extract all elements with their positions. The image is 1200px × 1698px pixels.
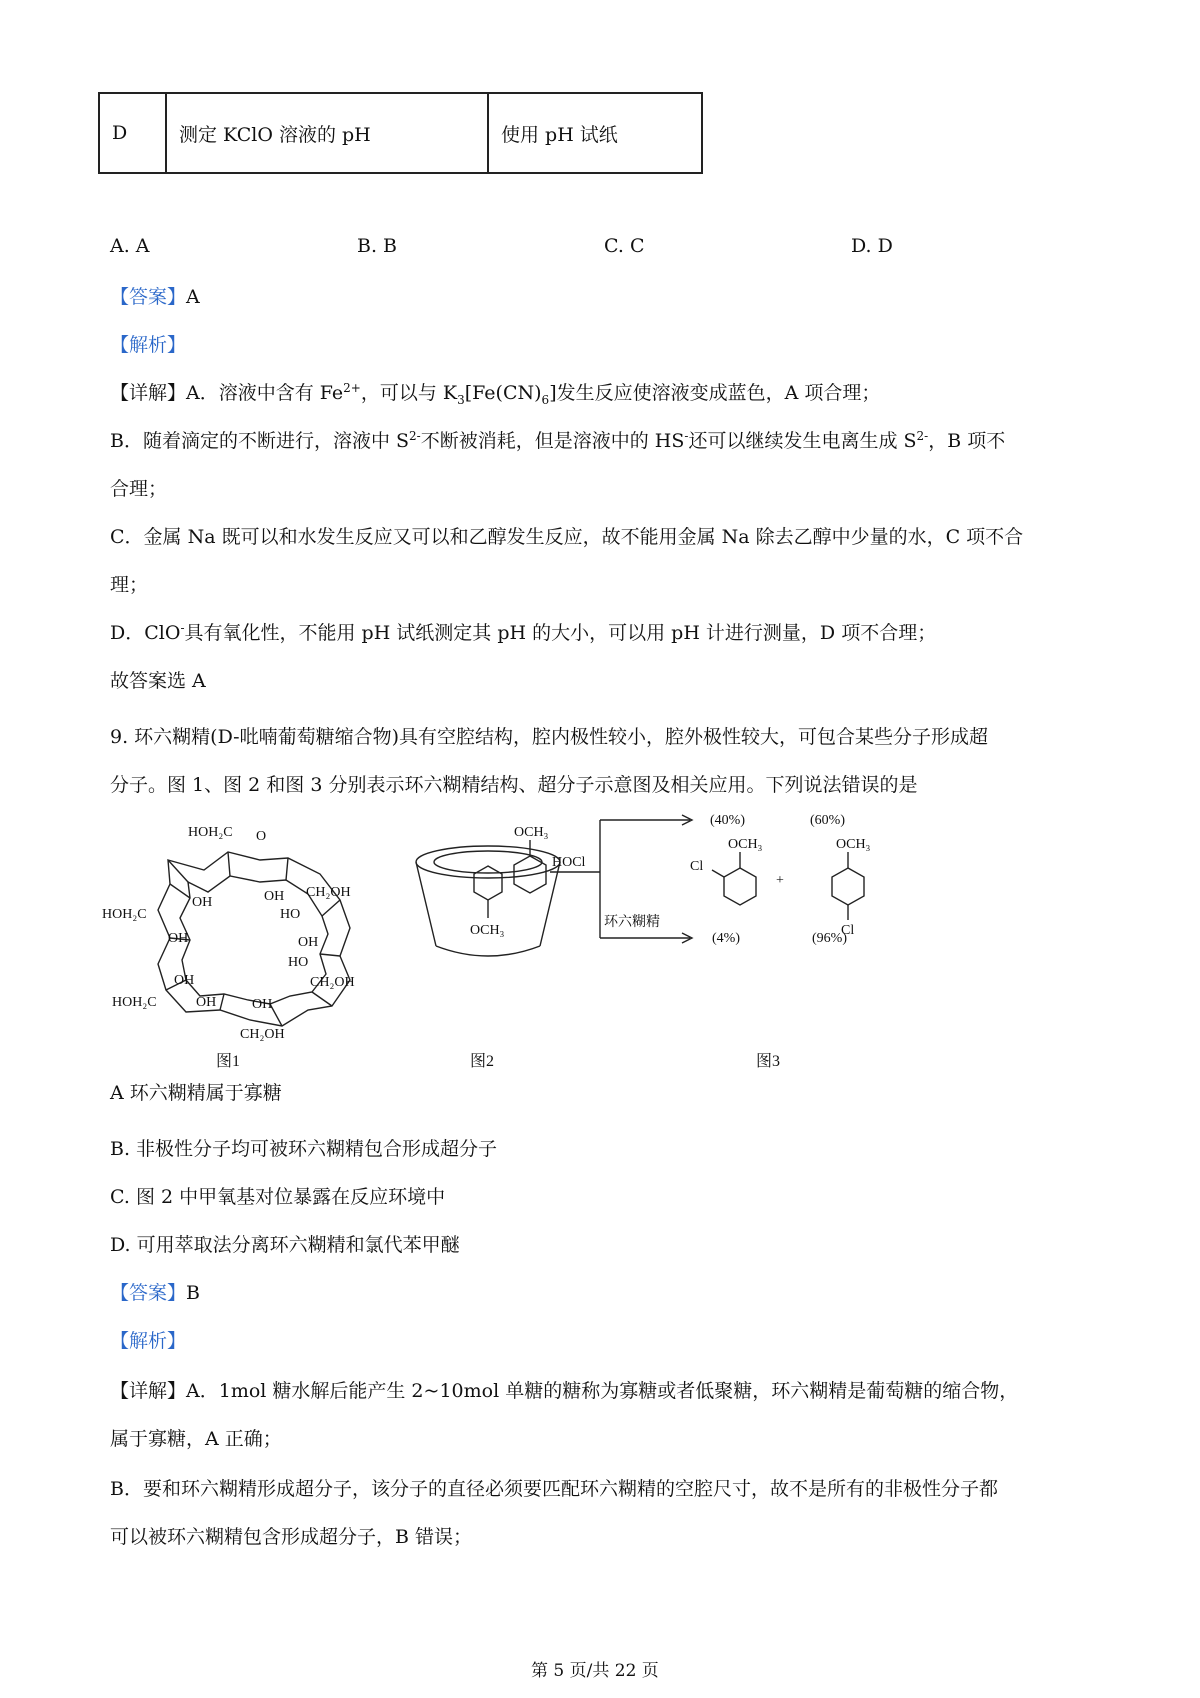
table-cell: 测定 KClO 溶液的 pH [166,93,488,173]
sup: 2- [409,429,421,443]
sup: - [180,621,185,635]
fig3-label: OCH₃ [514,825,549,840]
fig3-caption: 图3 [756,1053,781,1068]
text: 还可以继续发生电离生成 S [688,430,917,452]
table-cell: D [99,93,166,173]
fig1-caption: 图1 [216,1053,241,1068]
q9-option-d: D. 可用萃取法分离环六糊精和氯代苯甲醚 [110,1234,460,1256]
q9-analysis-tag: 【解析】 [110,1330,187,1352]
fig1-label: O [256,829,267,844]
choice-d: D. D [851,235,893,257]
table-cell: 使用 pH 试纸 [488,93,702,173]
fig1-label: OH [252,997,273,1012]
detail-tag: 【详解】 [110,1380,187,1402]
sup: 2- [916,429,929,443]
q8-detail-a [110,378,880,405]
text: ，可以与 K [360,382,458,404]
fig1-label: OH [192,895,213,910]
sup: - [684,429,689,443]
fig1-label: CH₂OH [240,1027,285,1042]
q9-stem-line2: 分子。图 1、图 2 和图 3 分别表示环六糊精结构、超分子示意图及相关应用。下列说法错误的是 [110,774,918,796]
answer-tag: 【答案】 [110,286,187,308]
fig3-label: (96%) [812,931,847,946]
q8-detail-b1 [110,426,1005,453]
fig1-label: HOH₂C [188,825,233,840]
fig2-label: OCH₃ [470,923,505,938]
q8-conclusion: 故答案选 A [110,670,206,692]
q8-analysis-tag: 【解析】 [110,334,187,356]
answer-value: B [186,1282,200,1304]
sub: 3 [457,393,465,407]
fig1-label: HO [280,907,301,922]
table-row [99,93,702,173]
fig3-label: + [776,873,784,888]
fig1-label: CH₂OH [306,885,351,900]
fig1-label: HOH₂C [112,995,157,1010]
sub: 6 [541,393,550,407]
fig3-label: 环六糊精 [604,915,660,930]
fig3-label: (4%) [712,931,740,946]
fig1-label: OH [174,973,195,988]
fig1-label: HO [288,955,309,970]
fig3-label: Cl [690,859,704,874]
q8-detail-c1: C．金属 Na 既可以和水发生反应又可以和乙醇发生反应，故不能用金属 Na 除去乙醇中少量的水，C 项不合 [110,526,1024,548]
text: ]发生反应使溶液变成蓝色，A 项合理； [549,382,881,404]
fig1-label: CH₂OH [310,975,355,990]
sup: 2+ [343,381,361,395]
q8-answer [110,282,200,309]
q9-option-c: C. 图 2 中甲氧基对位暴露在反应环境中 [110,1186,446,1208]
text: D．ClO [110,622,181,644]
fig1-label: OH [168,931,189,946]
fig3-label: OCH₃ [836,837,871,852]
q9-option-a: A 环六糊精属于寡糖 [110,1082,282,1104]
q9-option-b: B. 非极性分子均可被环六糊精包合形成超分子 [110,1138,498,1160]
q8-detail-c2: 理； [110,574,149,596]
fig2-caption: 图2 [470,1053,495,1068]
fig1-label: OH [298,935,319,950]
fig1-label: OH [264,889,285,904]
fig3-para-product [832,868,864,905]
page-footer: 第 5 页/共 22 页 [531,1661,659,1681]
fig3-label: HOCl [552,855,586,870]
q9-answer [110,1278,200,1305]
text: 具有氧化性，不能用 pH 试纸测定其 pH 的大小，可以用 pH 计进行测量，D 项不合理； [184,622,937,644]
q8-detail-b2: 合理； [110,478,168,500]
fig3-label: (40%) [710,813,745,828]
q9-detail-b1: B．要和环六糊精形成超分子，该分子的直径必须要匹配环六糊精的空腔尺寸，故不是所有的非极性分子都 [110,1478,998,1500]
option-table [98,92,703,174]
text: B．随着滴定的不断进行，溶液中 S [110,430,410,452]
q9-detail-b2: 可以被环六糊精包含形成超分子，B 错误； [110,1526,473,1548]
q9-detail-a2: 属于寡糖，A 正确； [110,1428,282,1450]
text: A．1mol 糖水解后能产生 2~10mol 单糖的糖称为寡糖或者低聚糖，环六糊精是葡萄糖的缩合物， [186,1380,1019,1402]
text: A．溶液中含有 Fe [186,382,344,404]
text: ，B 项不 [928,430,1006,452]
fig3-label: Cl [841,923,855,938]
answer-value: A [186,286,200,308]
figure-cyclodextrin [100,800,960,1068]
answer-tag: 【答案】 [110,1282,187,1304]
q9-detail-a1 [110,1376,1018,1403]
choice-a: A. A [110,235,150,257]
fig3-ortho-product [724,868,756,905]
fig3-label: (60%) [810,813,845,828]
text: 不断被消耗，但是溶液中的 HS [420,430,685,452]
text: [Fe(CN) [464,382,542,404]
q9-stem-line1: 9. 环六糊精(D-吡喃葡萄糖缩合物)具有空腔结构，腔内极性较小，腔外极性较大，可包合某些分子形成超 [110,726,989,748]
fig1-label: HOH₂C [102,907,147,922]
choice-c: C. C [604,235,645,257]
fig2-benzene [474,866,502,900]
detail-tag: 【详解】 [110,382,187,404]
q8-detail-d [110,618,936,645]
choice-b: B. B [357,235,398,257]
fig3-label: OCH₃ [728,837,763,852]
fig1-label: OH [196,995,217,1010]
